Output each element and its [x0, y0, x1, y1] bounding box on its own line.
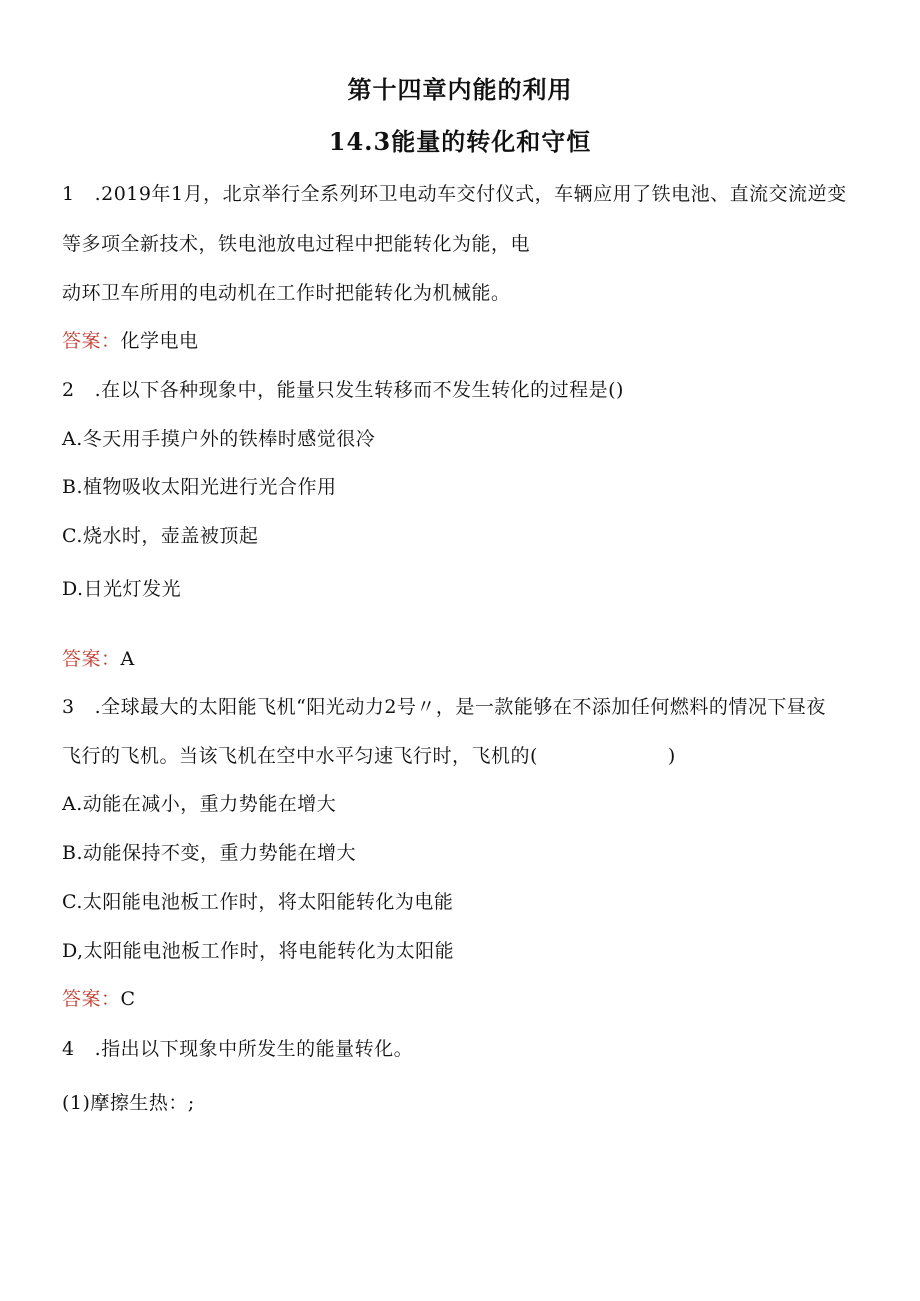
- question-number: 4: [62, 1038, 75, 1060]
- question-1-answer: [62, 328, 199, 354]
- question-4-sub-item-1: (1)摩擦生热：;: [62, 1092, 195, 1114]
- question-3-option-c: C.太阳能电池板工作时，将太阳能转化为电能: [62, 891, 454, 913]
- answer-label: 答案：: [62, 988, 121, 1010]
- question-number: 2: [62, 379, 75, 401]
- question-text: 飞行的飞机。当该飞机在空中水平匀速飞行时，飞机的(: [62, 745, 538, 767]
- answer-text: C: [120, 988, 136, 1010]
- question-text: .全球最大的太阳能飞机“阳光动力2号〃，是一款能够在不添加任何燃料的情况下昼夜: [94, 696, 826, 718]
- question-1-line-1: [62, 181, 847, 207]
- question-2-option-b: B.植物吸收太阳光进行光合作用: [62, 476, 337, 498]
- question-text: .指出以下现象中所发生的能量转化。: [94, 1038, 414, 1060]
- question-2-option-a: A.冬天用手摸户外的铁棒时感觉很冷: [62, 428, 376, 450]
- question-number: 3: [62, 696, 75, 718]
- question-3-line-2: [62, 743, 676, 769]
- question-3-option-a: A.动能在减小，重力势能在增大: [62, 793, 337, 815]
- answer-label: 答案：: [62, 330, 121, 352]
- question-text: .2019年1月，北京举行全系列环卫电动车交付仪式，车辆应用了铁电池、直流交流逆变: [94, 183, 847, 205]
- answer-text: A: [120, 648, 135, 670]
- question-2-line-1: [62, 377, 624, 403]
- question-2-option-d: D.日光灯发光: [62, 578, 182, 600]
- question-number: 1: [62, 183, 75, 205]
- question-2-option-c: C.烧水时，壶盖被顶起: [62, 525, 259, 547]
- answer-label: 答案：: [62, 648, 121, 670]
- question-2-answer: [62, 646, 135, 672]
- question-1-line-2: 等多项全新技术，铁电池放电过程中把能转化为能，电: [62, 233, 531, 255]
- answer-text: 化学电电: [120, 330, 199, 352]
- question-3-line-1: [62, 694, 826, 720]
- question-1-line-3: 动环卫车所用的电动机在工作时把能转化为机械能。: [62, 282, 511, 304]
- chapter-title: 第十四章内能的利用: [347, 75, 573, 104]
- question-text: .在以下各种现象中，能量只发生转移而不发生转化的过程是(): [94, 379, 624, 401]
- closing-paren: ): [667, 745, 676, 767]
- question-3-option-b: B.动能保持不变，重力势能在增大: [62, 842, 357, 864]
- section-title: 14.3能量的转化和守恒: [328, 127, 592, 156]
- question-4-line-1: [62, 1036, 413, 1062]
- question-3-answer: [62, 986, 136, 1012]
- question-3-option-d: D,太阳能电池板工作时，将电能转化为太阳能: [62, 940, 455, 962]
